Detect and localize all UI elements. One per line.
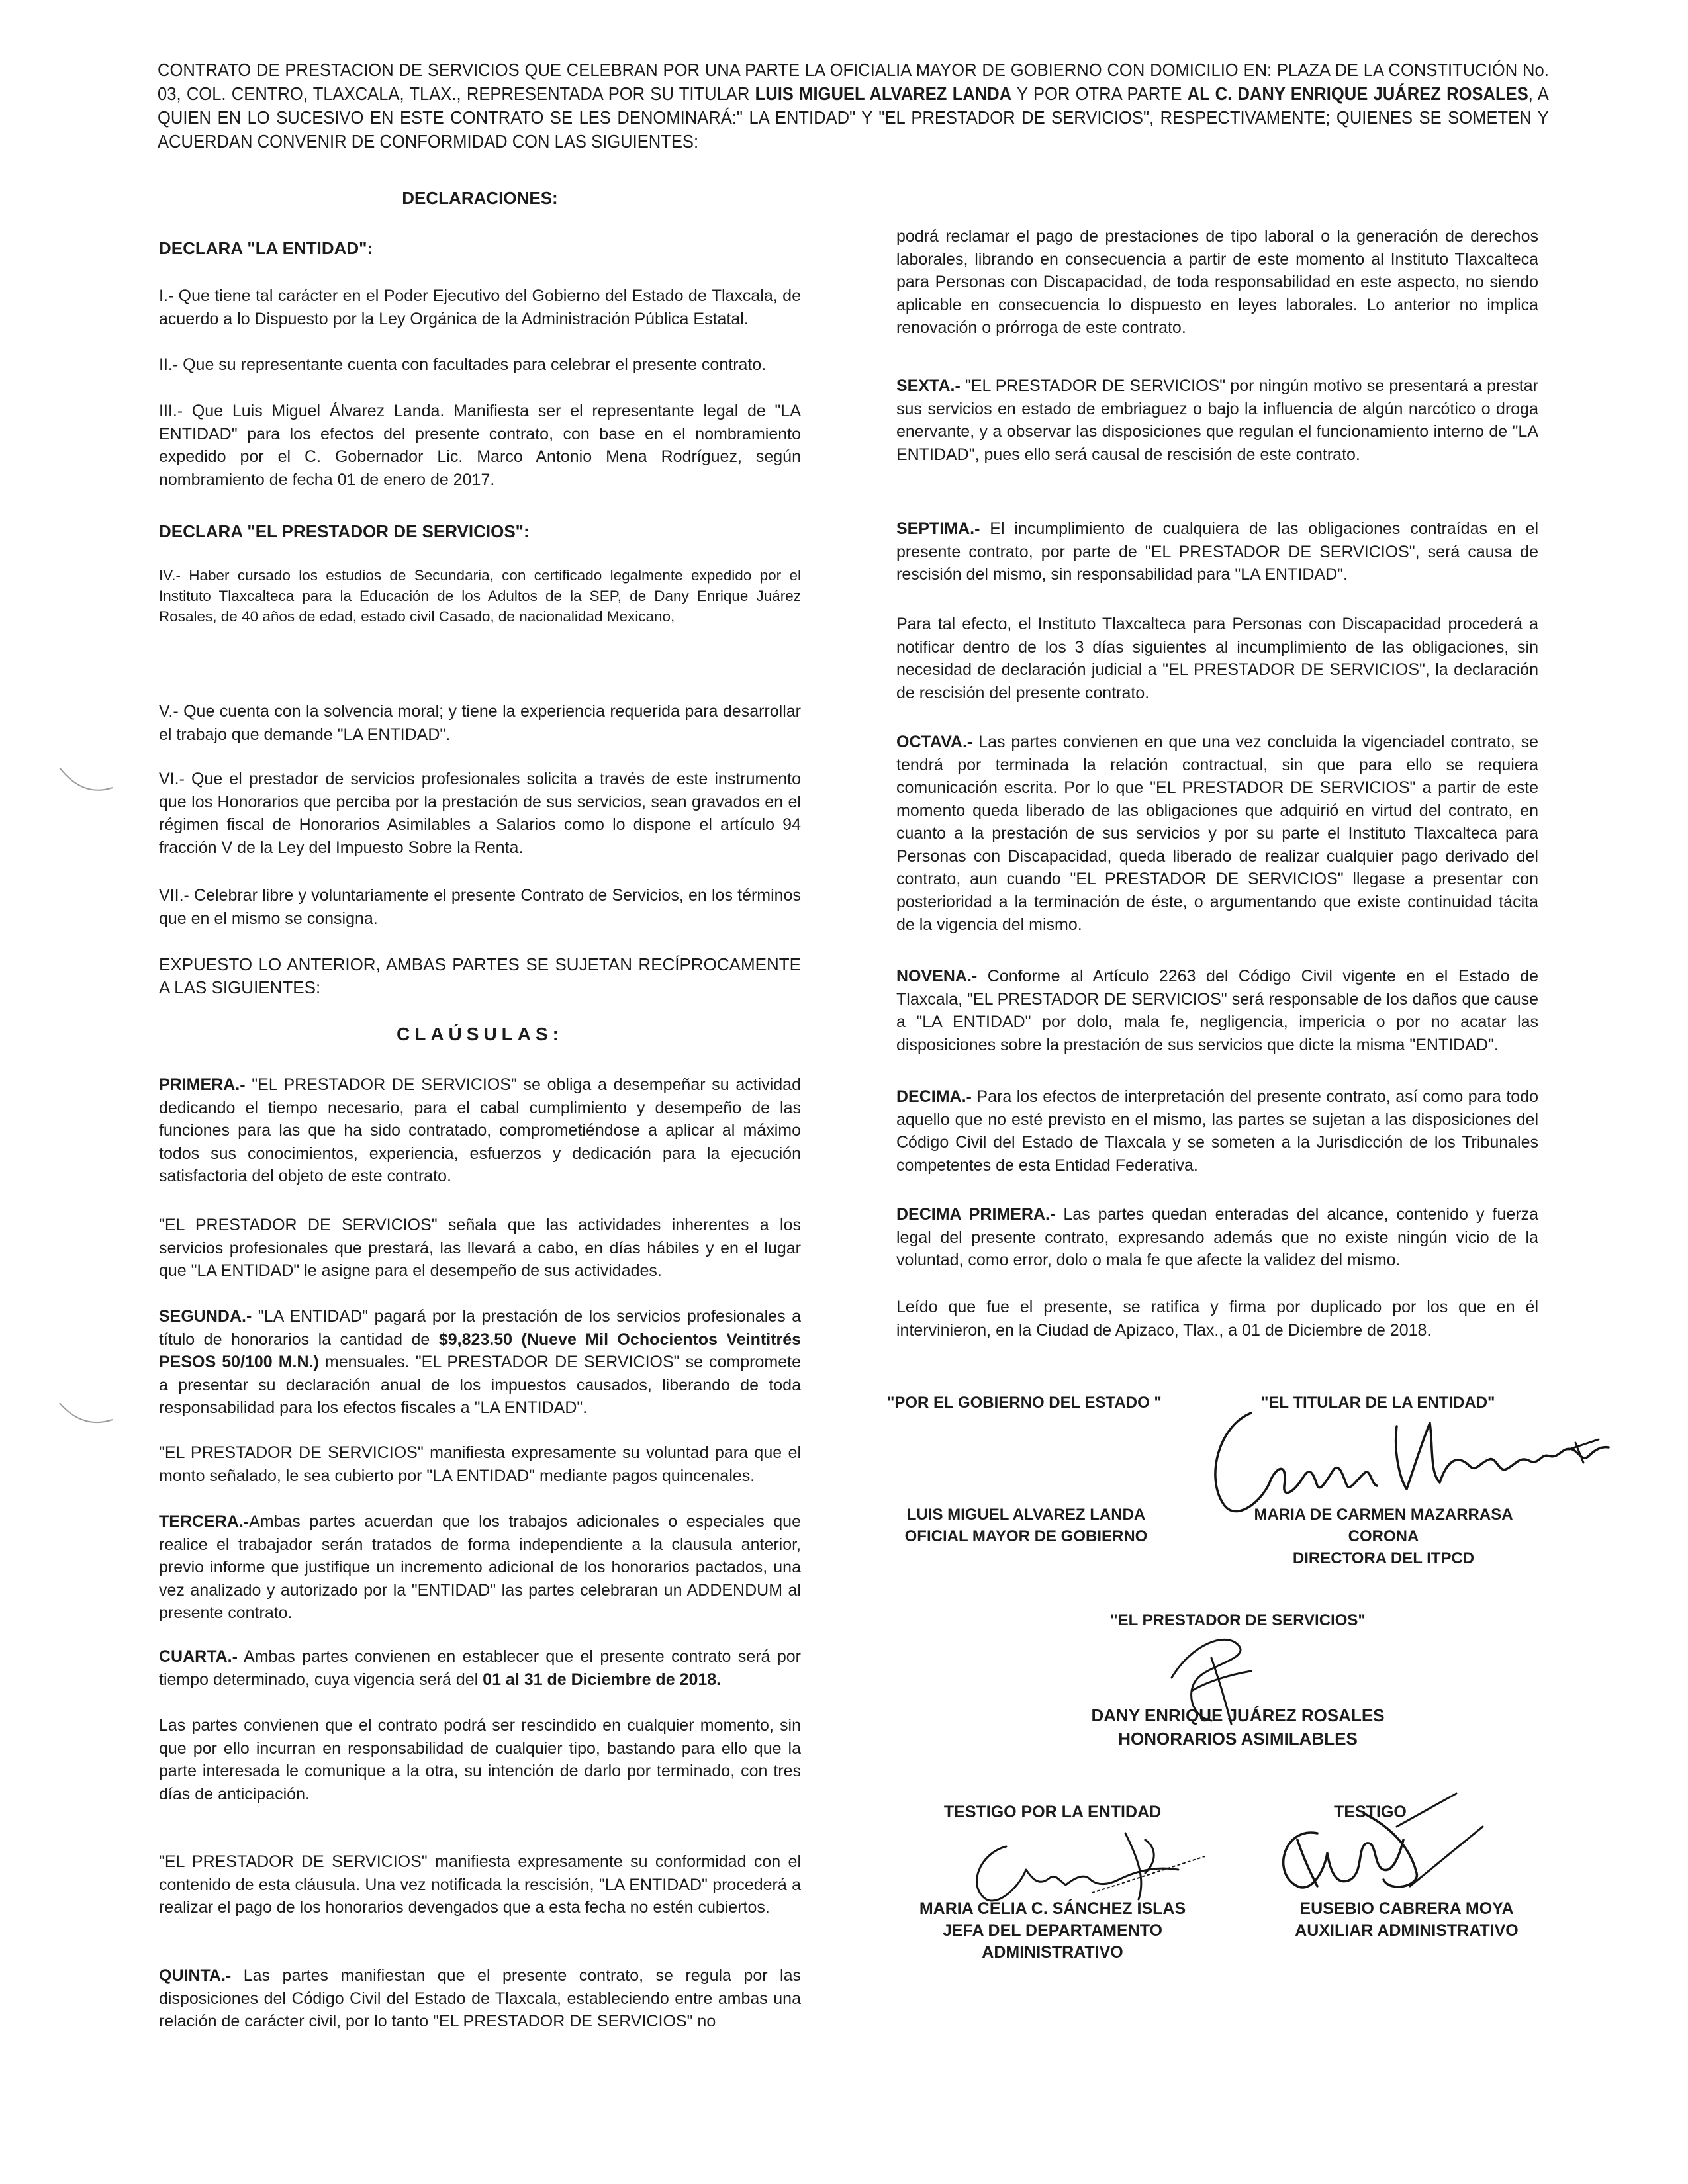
testigo1-signature	[927, 1807, 1218, 1913]
cuarta-text: Ambas partes convienen en establecer que el presente contrato será por tiempo determinado, cuya vigencia será del	[159, 1647, 801, 1689]
decima-primera-label: DECIMA PRIMERA.-	[896, 1205, 1056, 1224]
sexta-text: "EL PRESTADOR DE SERVICIOS" por ningún motivo se presentará a prestar sus servicios en estado de embriaguez o bajo la influencia de algún narcótico o droga enervante, y a observar las disposiciones que regulan el funcionamiento interno de "LA ENTIDAD", pues ello será causal de rescisión de este contrato.	[896, 377, 1538, 464]
novena-text: Conforme al Artículo 2263 del Código Civil vigente en el Estado de Tlaxcala, "EL PRESTADOR DE SERVICIOS" será responsable de los daños que cause a "LA ENTIDAD" por dolo, mala fe, negligencia, impericia o por no acatar las disposiciones sobre la prestación de sus servicios que dicte la misma "ENTIDAD".	[896, 967, 1538, 1054]
expuesto-paragraph: EXPUESTO LO ANTERIOR, AMBAS PARTES SE SUJETAN RECÍPROCAMENTE A LAS SIGUIENTES:	[159, 954, 801, 997]
clause-segunda-b: "EL PRESTADOR DE SERVICIOS" manifiesta expresamente su voluntad para que el monto señalado, le sea cubierto por "LA ENTIDAD" mediante pagos quincenales.	[159, 1443, 801, 1485]
segunda-label: SEGUNDA.-	[159, 1307, 252, 1326]
gobierno-name: LUIS MIGUEL ALVAREZ LANDA	[906, 1506, 1146, 1524]
declaration-IV: IV.- Haber cursado los estudios de Secundaria, con certificado legalmente expedido por el Instituto Tlaxcalteca para la Educación de los Adultos de la SEP, de Dany Enrique Juárez Rosales, de 40 años de edad, estado civil Casado, de nacionalidad Mexicano,	[159, 567, 801, 625]
declaration-V: V.- Que cuenta con la solvencia moral; y tiene la experiencia requerida para desarrollar el trabajo que demande "LA ENTIDAD".	[159, 702, 801, 744]
gobierno-role: OFICIAL MAYOR DE GOBIERNO	[904, 1527, 1148, 1545]
clause-sexta	[896, 375, 1538, 466]
titular-heading: "EL TITULAR DE LA ENTIDAD"	[1261, 1394, 1495, 1412]
clause-septima-b: Para tal efecto, el Instituto Tlaxcalteca para Personas con Discapacidad procederá a notificar dentro de los 3 días siguientes al incumplimiento de las obligaciones, sin necesidad de declaración judicial a "EL PRESTADOR DE SERVICIOS", la declaración de rescisión del presente contrato.	[896, 615, 1538, 702]
septima-label: SEPTIMA.-	[896, 520, 980, 538]
testigo2-name: EUSEBIO CABRERA MOYA	[1299, 1899, 1514, 1918]
clausulas-heading: CLAÚSULAS:	[397, 1024, 563, 1044]
intro-text-1: CONTRATO DE PRESTACION DE SERVICIOS QUE CELEBRAN POR UNA PARTE LA OFICIALIA MAYOR DE GOBIERNO CON DOMICILIO EN: PLAZA DE LA CONSTITUCIÓN No. 03, COL. CENTRO, TLAXCALA, TLAX., REPRESENTADA POR SU TITULAR	[158, 60, 1549, 104]
quinta-text: Las partes manifiestan que el presente contrato, se regula por las disposiciones del Código Civil del Estado de Tlaxcala, estableciendo entre ambas una relación de carácter civil, por lo tanto "EL PRESTADOR DE SERVICIOS" no	[159, 1966, 801, 2030]
prestador-role: HONORARIOS ASIMILABLES	[1118, 1729, 1358, 1749]
titular-name-line2: CORONA	[1348, 1527, 1419, 1545]
testigo1-role-line2: ADMINISTRATIVO	[982, 1943, 1123, 1962]
decima-primera-text: Las partes quedan enteradas del alcance, contenido y fuerza legal del presente contrato, expresando además que no existe ningún vicio de la voluntad, como error, dolo o mala fe que afecte la validez del mismo.	[896, 1205, 1538, 1269]
sexta-label: SEXTA.-	[896, 377, 961, 395]
clause-segunda	[159, 1305, 801, 1420]
declara-entidad-heading: DECLARA "LA ENTIDAD":	[159, 238, 373, 258]
segunda-amount: $9,823.50 (Nueve Mil Ochocientos Veintitrés PESOS 50/100 M.N.)	[159, 1330, 802, 1371]
testigo2-heading: TESTIGO	[1334, 1803, 1407, 1821]
novena-label: NOVENA.-	[896, 967, 978, 985]
octava-label: OCTAVA.-	[896, 733, 973, 751]
tercera-text: Ambas partes acuerdan que los trabajos adicionales o especiales que realice el trabajador serán tratados de forma independiente a la clausula anterior, previo informe que justifique un incremento adicional de los honorarios pactados, una vez analizado y autorizado por la "ENTIDAD" las partes celebraran un ADDENDUM al presente contrato.	[159, 1512, 801, 1622]
clause-novena	[896, 965, 1538, 1056]
hole-punch-mark-bottom	[56, 1390, 116, 1430]
representative-name: LUIS MIGUEL ALVAREZ LANDA	[755, 83, 1012, 104]
declaration-II: II.- Que su representante cuenta con facultades para celebrar el presente contrato.	[159, 355, 767, 374]
testigo1-role-line1: JEFA DEL DEPARTAMENTO	[943, 1921, 1162, 1940]
clause-octava	[896, 731, 1538, 936]
contract-intro	[158, 58, 1549, 154]
tercera-label: TERCERA.-	[159, 1512, 250, 1531]
segunda-text-1: "LA ENTIDAD" pagará por la prestación de los servicios profesionales a título de honorarios la cantidad de	[159, 1307, 801, 1349]
declaraciones-heading: DECLARACIONES:	[402, 188, 558, 208]
clause-cuarta-c: "EL PRESTADOR DE SERVICIOS" manifiesta expresamente su conformidad con el contenido de esta cláusula. Una vez notificada la rescisión, "LA ENTIDAD" procederá a realizar el pago de los honorarios devengados que a esta fecha no estén cubiertos.	[159, 1852, 801, 1917]
declaration-VII: VII.- Celebrar libre y voluntariamente el presente Contrato de Servicios, en los términos que en el mismo se consigna.	[159, 886, 801, 928]
cuarta-label: CUARTA.-	[159, 1647, 238, 1666]
segunda-text-2: mensuales. "EL PRESTADOR DE SERVICIOS" se compromete a presentar su declaración anual de los impuestos causados, liberando de toda responsabilidad para los efectos fiscales a "LA ENTIDAD".	[159, 1353, 801, 1417]
titular-signature	[1178, 1400, 1615, 1525]
decima-label: DECIMA.-	[896, 1087, 972, 1106]
primera-text: "EL PRESTADOR DE SERVICIOS" se obliga a desempeñar su actividad dedicando el tiempo necesario, para el cabal cumplimiento y desempeño de las funciones para las que ha sido contratado, comprometiéndose a aplicar al máximo todos sus conocimientos, experiencia, esfuerzos y dedicación para la ejecución satisfactoria del objeto de este contrato.	[159, 1075, 801, 1185]
testigo1-name: MARIA CELIA C. SÁNCHEZ ISLAS	[919, 1899, 1186, 1918]
gobierno-heading: "POR EL GOBIERNO DEL ESTADO "	[887, 1394, 1162, 1412]
declaration-III: III.- Que Luis Miguel Álvarez Landa. Manifiesta ser el representante legal de "LA ENTIDAD" para los efectos del presente contrato, con base en el nombramiento expedido por el C. Gobernador Lic. Marco Antonio Mena Rodríguez, según nombramiento de fecha 01 de enero de 2017.	[159, 402, 801, 489]
clause-quinta-continued: podrá reclamar el pago de prestaciones de tipo laboral o la generación de derechos laborales, librando en consecuencia a partir de este momento al Instituto Tlaxcalteca para Personas con Discapacidad, de toda responsabilidad en este aspecto, no siendo aplicable en consecuencia lo dispuesto en leyes laborales. Lo anterior no implica renovación o prórroga de este contrato.	[896, 227, 1538, 337]
titular-role: DIRECTORA DEL ITPCD	[1292, 1549, 1475, 1567]
clause-primera	[159, 1073, 801, 1188]
quinta-label: QUINTA.-	[159, 1966, 232, 1985]
clause-decima-primera	[896, 1203, 1538, 1272]
testigo1-heading: TESTIGO POR LA ENTIDAD	[943, 1803, 1162, 1821]
hole-punch-mark-top	[56, 761, 116, 801]
primera-label: PRIMERA.-	[159, 1075, 246, 1094]
declara-prestador-heading: DECLARA "EL PRESTADOR DE SERVICIOS":	[159, 522, 530, 541]
clause-quinta	[159, 1964, 801, 2033]
closing-paragraph: Leído que fue el presente, se ratifica y firma por duplicado por los que en él intervinieron, en la Ciudad de Apizaco, Tlax., a 01 de Diciembre de 2018.	[896, 1298, 1538, 1340]
declaration-I: I.- Que tiene tal carácter en el Poder Ejecutivo del Gobierno del Estado de Tlaxcala, de acuerdo a lo Dispuesto por la Ley Orgánica de la Administración Pública Estatal.	[159, 287, 801, 328]
prestador-name: DANY ENRIQUE JUÁREZ ROSALES	[1091, 1706, 1385, 1725]
octava-text: Las partes convienen en que una vez concluida la vigenciadel contrato, se tendrá por terminada la relación contractual, sin que para ello se requiera comunicación escrita. Por lo que "EL PRESTADOR DE SERVICIOS" a partir de este momento queda liberado de las obligaciones que adquirió en virtud del contrato, en cuanto a la prestación de sus servicios y por su parte el Instituto Tlaxcalteca para Personas con Discapacidad, queda liberado de realizar cualquier pago derivado del contrato, aun cuando "EL PRESTADOR DE SERVICIOS" llegase a presentar con posterioridad a la terminación de éste, o argumentando que existe continuidad tácita de la vigencia del mismo.	[896, 733, 1538, 934]
contractor-name: AL C. DANY ENRIQUE JUÁREZ ROSALES	[1187, 83, 1528, 104]
clause-decima	[896, 1085, 1538, 1177]
redacted-area	[159, 637, 821, 664]
intro-text-2: Y POR OTRA PARTE	[1011, 83, 1188, 104]
clause-primera-b: "EL PRESTADOR DE SERVICIOS" señala que las actividades inherentes a los servicios profesionales que prestará, las llevará a cabo, en días hábiles y en el lugar que "LA ENTIDAD" le asigne para el desempeño de sus actividades.	[159, 1216, 801, 1280]
titular-name-line1: MARIA DE CARMEN MAZARRASA	[1254, 1506, 1513, 1524]
septima-text: El incumplimiento de cualquiera de las obligaciones contraídas en el presente contrato, por parte de "EL PRESTADOR DE SERVICIOS", será causa de rescisión del mismo, sin responsabilidad para "LA ENTIDAD".	[896, 520, 1538, 584]
clause-cuarta-b: Las partes convienen que el contrato podrá ser rescindido en cualquier momento, sin que por ello incurran en responsabilidad de cualquier tipo, bastando para ello que la parte interesada le comunique a la otra, su intención de darlo por terminado, con tres días de anticipación.	[159, 1716, 801, 1803]
intro-text-3: , A QUIEN EN LO SUCESIVO EN ESTE CONTRATO SE LES DENOMINARÁ:" LA ENTIDAD" Y "EL PRESTADOR DE SERVICIOS", RESPECTIVAMENTE; QUIENES SE SOMETEN Y ACUERDAN CONVENIR DE CONFORMIDAD CON LAS SIGUIENTES:	[158, 83, 1549, 152]
clause-cuarta	[159, 1645, 801, 1691]
prestador-heading: "EL PRESTADOR DE SERVICIOS"	[1110, 1612, 1366, 1629]
clause-septima	[896, 518, 1538, 586]
declaration-VI: VI.- Que el prestador de servicios profesionales solicita a través de este instrumento que los Honorarios que perciba por la prestación de sus servicios, sean gravados en el régimen fiscal de Honorarios Asimilables a Salarios como lo dispone el artículo 94 fracción V de la Ley del Impuesto Sobre la Renta.	[159, 770, 801, 857]
decima-text: Para los efectos de interpretación del presente contrato, así como para todo aquello que no esté previsto en el mismo, las partes se sujetan a las disposiciones del Código Civil del Estado de Tlaxcala y se someten a la Jurisdicción de los Tribunales competentes de esta Entidad Federativa.	[896, 1087, 1538, 1175]
cuarta-dates: 01 al 31 de Diciembre de 2018.	[483, 1670, 722, 1689]
testigo2-role: AUXILIAR ADMINISTRATIVO	[1295, 1921, 1519, 1940]
clause-tercera	[159, 1510, 801, 1625]
